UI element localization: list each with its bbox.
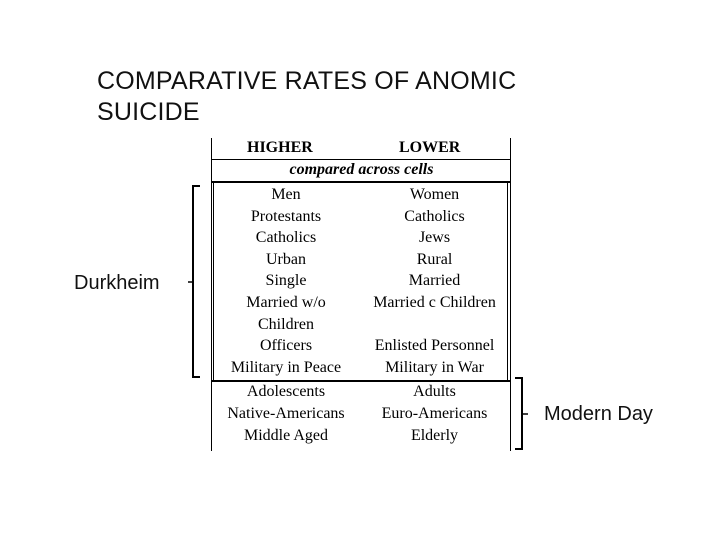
modern-day-bracket [515, 378, 528, 449]
higher-heading: HIGHER [247, 139, 313, 156]
durkheim-bracket [188, 186, 200, 377]
higher-cell: Urban [266, 250, 306, 268]
higher-cell: Adolescents [246, 383, 326, 401]
lower-cell: Catholics [404, 207, 465, 225]
slide-title: COMPARATIVE RATES OF ANOMIC SUICIDE [97, 67, 517, 126]
lower-cell: Enlisted Personnel [374, 337, 495, 355]
higher-cell: Men [271, 186, 301, 203]
lower-cell: Rural [416, 250, 453, 268]
durkheim-label: Durkheim [74, 272, 160, 294]
lower-cell: Military in War [385, 358, 484, 376]
lower-cell: Jews [418, 229, 451, 247]
lower-cell: Women [409, 186, 460, 203]
lower-cell: Elderly [410, 426, 459, 444]
modern-day-label: Modern Day [544, 403, 653, 425]
higher-cell: Catholics [255, 229, 317, 247]
lower-heading: LOWER [399, 139, 461, 156]
higher-cell: Native-Americans [227, 404, 345, 422]
lower-cell: Married [408, 272, 461, 290]
lower-cell: Euro-Americans [381, 404, 488, 422]
higher-cell: Married w/o [246, 293, 326, 311]
higher-cell: Military in Peace [230, 358, 342, 376]
lower-cell: Adults [413, 383, 456, 401]
higher-cell: Protestants [250, 207, 322, 225]
higher-cell: Children [258, 315, 314, 333]
higher-cell: Single [265, 272, 307, 290]
table-subtitle: compared across cells [289, 161, 434, 178]
higher-cell: Officers [259, 337, 313, 355]
higher-cell: Middle Aged [244, 426, 328, 444]
lower-cell: Married c Children [373, 293, 496, 311]
